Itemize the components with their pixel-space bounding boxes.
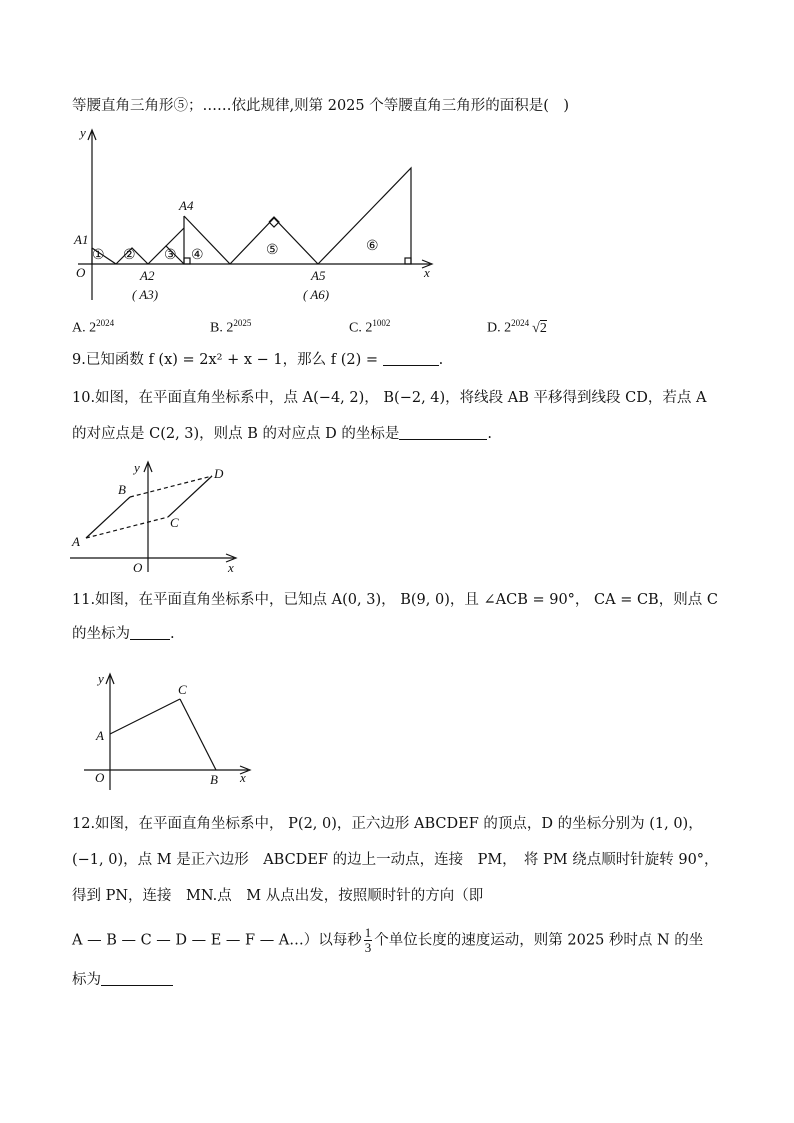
fig11-b: B	[210, 772, 218, 787]
option-c[interactable]: C. $2^{1002}$	[349, 318, 391, 336]
fig11-origin: O	[95, 770, 105, 785]
fig8-circle-6: ⑥	[366, 239, 379, 254]
question-11-line1: 11.如图，在平面直角坐标系中，已知点 A(0, 3)， B(9, 0)，且 ∠ACB = 90°， CA = CB，则点 C	[72, 592, 718, 608]
fig11-x-label: x	[240, 770, 246, 785]
question-12-line2: (−1, 0)，点 M 是正六边形 ABCDEF 的边上一动点，连接 PM， 将 PM 绕点顺时针旋转 90°，	[72, 852, 719, 868]
fig8-origin: O	[76, 265, 86, 280]
option-a[interactable]: A. $2^{2024}$	[72, 318, 115, 336]
question-10-line1: 10.如图，在平面直角坐标系中，点 A(−4, 2)， B(−2, 4)，将线段 AB 平移得到线段 CD，若点 A	[72, 390, 707, 406]
fig10-origin: O	[133, 560, 143, 575]
fig10-d: D	[214, 466, 224, 481]
question-12-line3: 得到 PN，连接 MN.点 M 从点出发，按照顺时针的方向（即	[72, 888, 484, 904]
fig8-circle-2: ②	[123, 248, 136, 263]
fig10-b: B	[118, 482, 126, 497]
option-d[interactable]: D. $2^{2024}$ √2	[487, 318, 547, 336]
fig8-a5: A5	[311, 268, 326, 283]
fig8-circle-5: ⑤	[266, 243, 279, 258]
fig10-c: C	[170, 515, 179, 530]
fraction-one-third: $\frac{1}{3}$	[364, 925, 372, 955]
fig8-circle-1: ①	[92, 248, 105, 263]
answer-blank-12[interactable]	[101, 971, 173, 986]
question-12-line1: 12.如图，在平面直角坐标系中， P(2, 0)，正六边形 ABCDEF 的顶点，D 的坐标分别为 (1, 0)，	[72, 816, 703, 832]
fig8-y-label: y	[80, 125, 86, 140]
fig8-a3: ( A3)	[132, 287, 159, 302]
fig8-a4: A4	[179, 198, 194, 213]
fig11-a: A	[96, 728, 104, 743]
fig11-y-label: y	[98, 671, 104, 686]
fig10-x-label: x	[228, 560, 234, 575]
question-9: 9.已知函数 f (x) = 2x² + x − 1，那么 f (2) = .	[72, 352, 444, 368]
fig8-x-label: x	[424, 265, 430, 280]
option-b[interactable]: B. $2^{2025}$	[210, 318, 252, 336]
fig10-y-label: y	[134, 460, 140, 475]
fig8-a1: A1	[74, 232, 89, 247]
question-12-line5: 标为	[72, 970, 173, 990]
fig11-c: C	[178, 682, 187, 697]
fig10-a: A	[72, 534, 80, 549]
question-10-line2: 的对应点是 C(2, 3)，则点 B 的对应点 D 的坐标是 .	[72, 426, 493, 442]
q8-intro: 等腰直角三角形⑤；……依此规律,则第 2025 个等腰直角三角形的面积是( )	[72, 98, 570, 114]
question-12-line4: A — B — C — D — E — F — A…）以每秒 $\frac{1}{3}$ 个单位长度的速度运动，则第 2025 秒时点 N 的坐	[72, 925, 704, 955]
fig8-a2: A2	[140, 268, 155, 283]
question-11-line2: 的坐标为 .	[72, 626, 175, 642]
fig8-circle-3: ③	[164, 248, 177, 263]
fig8-circle-4: ④	[191, 248, 204, 263]
fig8-a6: ( A6)	[303, 287, 330, 302]
